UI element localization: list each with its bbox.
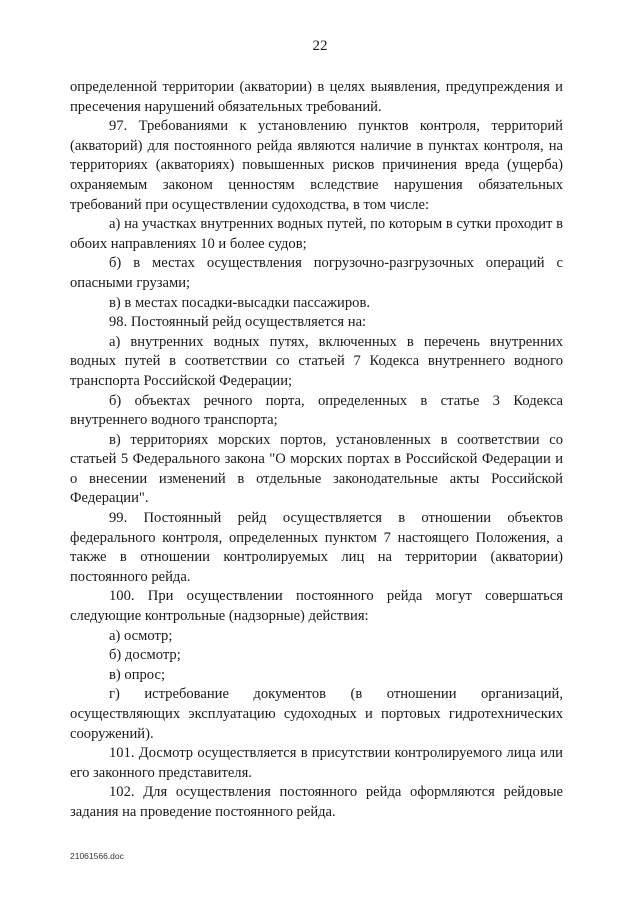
paragraph-97: 97. Требованиями к установлению пунктов контроля, территорий (акваторий) для постоянного рейда являются наличие в пунктах контроля, на территориях (акваториях) повышенных рисков причинения вреда (ущерба) охраняемым законом ценностям вследствие нарушения обязательных требований при осуществлении судоходства, в том числе:	[70, 118, 563, 213]
document-body	[70, 78, 563, 823]
page-number: 22	[312, 38, 328, 54]
paragraph-98: 98. Постоянный рейд осуществляется на:	[109, 314, 367, 331]
paragraph-99: 99. Постоянный рейд осуществляется в отношении объектов федерального контроля, определенных пунктом 7 настоящего Положения, а также в отношении контролируемых лиц на территории (акватории) постоянного рейда.	[70, 510, 563, 585]
paragraph-98-b: б) объектах речного порта, определенных в статье 3 Кодекса внутреннего водного транспорта;	[70, 392, 563, 429]
paragraph-continuation: определенной территории (акватории) в целях выявления, предупреждения и пресечения нарушений обязательных требований.	[70, 79, 563, 115]
paragraph-97-b: б) в местах осуществления погрузочно-разгрузочных операций с опасными грузами;	[70, 255, 563, 291]
paragraph-97-a: а) на участках внутренних водных путей, по которым в сутки проходит в обоих направлениях 10 и более судов;	[70, 216, 563, 252]
paragraph-98-a: а) внутренних водных путях, включенных в перечень внутренних водных путей в соответствии со статьей 7 Кодекса внутреннего водного транспорта Российской Федерации;	[70, 333, 563, 389]
paragraph-100-a: а) осмотр;	[109, 627, 173, 644]
paragraph-102: 102. Для осуществления постоянного рейда оформляются рейдовые задания на проведение постоянного рейда.	[70, 784, 563, 820]
paragraph-97-v: в) в местах посадки-высадки пассажиров.	[109, 294, 370, 311]
paragraph-100-g: г) истребование документов (в отношении организаций, осуществляющих эксплуатацию судоходных и портовых гидротехнических сооружений).	[70, 686, 563, 742]
paragraph-100-v: в) опрос;	[109, 666, 165, 683]
paragraph-101: 101. Досмотр осуществляется в присутствии контролируемого лица или его законного представителя.	[70, 745, 563, 781]
paragraph-100-b: б) досмотр;	[109, 647, 181, 664]
paragraph-100: 100. При осуществлении постоянного рейда могут совершаться следующие контрольные (надзорные) действия:	[70, 588, 563, 625]
paragraph-98-v: в) территориях морских портов, установленных в соответствии со статьей 5 Федерального закона "О морских портах в Российской Федерации и о внесении изменений в отдельные законодательные акты Российской Федерации".	[70, 431, 563, 507]
document-filename: 21061566.doc	[70, 851, 124, 861]
